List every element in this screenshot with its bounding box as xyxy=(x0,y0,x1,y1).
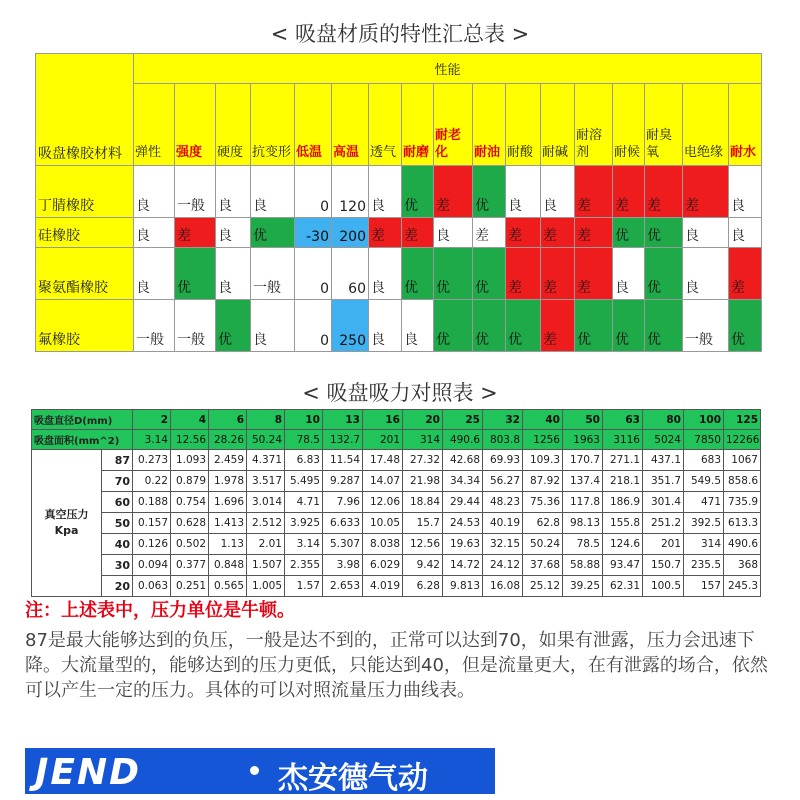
area-value: 12266 xyxy=(724,430,761,450)
material-row xyxy=(36,300,762,352)
force-value: 1067 xyxy=(724,450,761,471)
force-value: 735.9 xyxy=(724,492,761,513)
property-cell: -30 xyxy=(295,218,332,248)
area-value: 3116 xyxy=(603,430,643,450)
property-cell: 良 xyxy=(216,218,251,248)
force-value: 39.25 xyxy=(563,576,603,597)
property-header-row xyxy=(36,84,762,166)
force-value: 6.633 xyxy=(323,513,363,534)
force-value: 155.8 xyxy=(603,513,643,534)
pressure-value: 60 xyxy=(102,492,133,513)
property-header: 耐臭氧 xyxy=(645,84,683,166)
property-cell: 优 xyxy=(216,300,251,352)
vacuum-pressure-text: 真空压力 xyxy=(44,508,89,521)
diameter-value: 4 xyxy=(171,410,209,430)
property-cell: 差 xyxy=(645,166,683,218)
property-cell: 差 xyxy=(613,166,645,218)
force-value: 301.4 xyxy=(643,492,684,513)
force-value: 0.273 xyxy=(133,450,171,471)
force-value: 3.014 xyxy=(247,492,285,513)
property-cell: 良 xyxy=(683,218,729,248)
force-value: 19.63 xyxy=(443,534,483,555)
area-value: 803.8 xyxy=(483,430,523,450)
force-value: 0.565 xyxy=(209,576,247,597)
force-value: 56.27 xyxy=(483,471,523,492)
property-cell: 120 xyxy=(332,166,369,218)
property-cell: 0 xyxy=(295,166,332,218)
force-value: 75.36 xyxy=(523,492,563,513)
property-cell: 一般 xyxy=(134,300,175,352)
brand-name: 杰安德气动 xyxy=(278,761,428,796)
force-value: 9.813 xyxy=(443,576,483,597)
force-value: 235.5 xyxy=(684,555,724,576)
property-cell: 优 xyxy=(175,248,216,300)
property-cell: 差 xyxy=(575,248,613,300)
force-value: 5.307 xyxy=(323,534,363,555)
material-row xyxy=(36,248,762,300)
diameter-value: 8 xyxy=(247,410,285,430)
force-value: 613.3 xyxy=(724,513,761,534)
property-cell: 差 xyxy=(473,218,506,248)
force-value: 124.6 xyxy=(603,534,643,555)
material-name: 聚氨酯橡胶 xyxy=(36,248,134,300)
property-cell: 差 xyxy=(541,218,575,248)
pressure-row xyxy=(32,450,761,471)
diameter-label: 吸盘直径D(mm) xyxy=(32,410,133,430)
force-value: 157 xyxy=(684,576,724,597)
force-value: 201 xyxy=(643,534,684,555)
pressure-row xyxy=(32,534,761,555)
property-header: 电绝缘 xyxy=(683,84,729,166)
property-header: 强度 xyxy=(175,84,216,166)
force-value: 0.502 xyxy=(171,534,209,555)
property-cell: 良 xyxy=(369,300,402,352)
force-value: 3.925 xyxy=(285,513,323,534)
property-header: 透气 xyxy=(369,84,402,166)
force-value: 6.029 xyxy=(363,555,403,576)
area-value: 3.14 xyxy=(133,430,171,450)
property-header: 耐老化 xyxy=(434,84,473,166)
area-value: 78.5 xyxy=(285,430,323,450)
diameter-value: 100 xyxy=(684,410,724,430)
force-value: 24.53 xyxy=(443,513,483,534)
property-cell: 优 xyxy=(434,248,473,300)
force-value: 0.628 xyxy=(171,513,209,534)
diameter-value: 2 xyxy=(133,410,171,430)
force-value: 9.42 xyxy=(403,555,443,576)
property-cell: 良 xyxy=(729,166,762,218)
area-value: 132.7 xyxy=(323,430,363,450)
property-header: 抗变形 xyxy=(251,84,295,166)
property-header: 耐油 xyxy=(473,84,506,166)
area-value: 28.26 xyxy=(209,430,247,450)
brand-banner xyxy=(25,748,495,794)
property-cell: 0 xyxy=(295,300,332,352)
diameter-row xyxy=(32,410,761,430)
unit-note: 注：上述表中，压力单位是牛顿。 xyxy=(25,600,295,621)
force-value: 251.2 xyxy=(643,513,684,534)
property-cell: 差 xyxy=(729,248,762,300)
property-cell: 一般 xyxy=(251,248,295,300)
pressure-row xyxy=(32,513,761,534)
pressure-row xyxy=(32,471,761,492)
diameter-value: 25 xyxy=(443,410,483,430)
area-value: 490.6 xyxy=(443,430,483,450)
property-cell: 优 xyxy=(506,300,541,352)
force-value: 24.12 xyxy=(483,555,523,576)
property-cell: 差 xyxy=(541,300,575,352)
material-name: 氟橡胶 xyxy=(36,300,134,352)
property-cell: 优 xyxy=(473,248,506,300)
force-value: 32.15 xyxy=(483,534,523,555)
force-value: 50.24 xyxy=(523,534,563,555)
force-value: 17.48 xyxy=(363,450,403,471)
diameter-value: 20 xyxy=(403,410,443,430)
force-value: 218.1 xyxy=(603,471,643,492)
property-cell: 优 xyxy=(645,248,683,300)
force-value: 62.8 xyxy=(523,513,563,534)
force-value: 5.495 xyxy=(285,471,323,492)
property-cell: 优 xyxy=(645,218,683,248)
property-header: 耐酸 xyxy=(506,84,541,166)
property-cell: 差 xyxy=(175,218,216,248)
force-value: 2.653 xyxy=(323,576,363,597)
property-header: 耐候 xyxy=(613,84,645,166)
pressure-row xyxy=(32,492,761,513)
force-value: 271.1 xyxy=(603,450,643,471)
force-value: 117.8 xyxy=(563,492,603,513)
property-cell: 良 xyxy=(216,166,251,218)
force-value: 27.32 xyxy=(403,450,443,471)
diameter-value: 32 xyxy=(483,410,523,430)
force-value: 150.7 xyxy=(643,555,684,576)
force-value: 314 xyxy=(684,534,724,555)
force-value: 137.4 xyxy=(563,471,603,492)
property-cell: 0 xyxy=(295,248,332,300)
force-value: 0.126 xyxy=(133,534,171,555)
force-value: 58.88 xyxy=(563,555,603,576)
force-value: 3.98 xyxy=(323,555,363,576)
diameter-value: 63 xyxy=(603,410,643,430)
property-header: 硬度 xyxy=(216,84,251,166)
property-cell: 良 xyxy=(369,248,402,300)
property-cell: 优 xyxy=(729,300,762,352)
force-value: 9.287 xyxy=(323,471,363,492)
area-value: 5024 xyxy=(643,430,684,450)
force-value: 471 xyxy=(684,492,724,513)
force-value: 0.22 xyxy=(133,471,171,492)
force-value: 0.094 xyxy=(133,555,171,576)
force-value: 78.5 xyxy=(563,534,603,555)
force-value: 2.512 xyxy=(247,513,285,534)
property-cell: 差 xyxy=(506,248,541,300)
property-cell: 优 xyxy=(645,300,683,352)
force-value: 21.98 xyxy=(403,471,443,492)
property-cell: 差 xyxy=(434,166,473,218)
force-value: 490.6 xyxy=(724,534,761,555)
force-value: 18.84 xyxy=(403,492,443,513)
area-value: 50.24 xyxy=(247,430,285,450)
property-cell: 良 xyxy=(134,218,175,248)
force-value: 0.848 xyxy=(209,555,247,576)
property-header: 低温 xyxy=(295,84,332,166)
property-cell: 良 xyxy=(134,248,175,300)
property-cell: 优 xyxy=(613,300,645,352)
property-cell: 良 xyxy=(729,218,762,248)
force-value: 858.6 xyxy=(724,471,761,492)
pressure-value: 20 xyxy=(102,576,133,597)
force-value: 437.1 xyxy=(643,450,684,471)
force-value: 42.68 xyxy=(443,450,483,471)
property-cell: 良 xyxy=(434,218,473,248)
material-name: 丁腈橡胶 xyxy=(36,166,134,218)
area-value: 201 xyxy=(363,430,403,450)
force-value: 170.7 xyxy=(563,450,603,471)
force-value: 245.3 xyxy=(724,576,761,597)
force-value: 4.371 xyxy=(247,450,285,471)
property-cell: 差 xyxy=(575,166,613,218)
force-value: 11.54 xyxy=(323,450,363,471)
property-cell: 差 xyxy=(575,218,613,248)
pressure-value: 40 xyxy=(102,534,133,555)
force-value: 0.754 xyxy=(171,492,209,513)
area-value: 7850 xyxy=(684,430,724,450)
property-cell: 良 xyxy=(613,248,645,300)
force-value: 0.188 xyxy=(133,492,171,513)
force-value: 69.93 xyxy=(483,450,523,471)
force-value: 0.377 xyxy=(171,555,209,576)
force-value: 98.13 xyxy=(563,513,603,534)
force-value: 1.696 xyxy=(209,492,247,513)
area-row xyxy=(32,430,761,450)
force-value: 34.34 xyxy=(443,471,483,492)
force-value: 1.413 xyxy=(209,513,247,534)
force-value: 3.14 xyxy=(285,534,323,555)
force-value: 2.01 xyxy=(247,534,285,555)
property-cell: 差 xyxy=(683,166,729,218)
force-value: 1.978 xyxy=(209,471,247,492)
property-cell: 优 xyxy=(473,166,506,218)
force-value: 1.507 xyxy=(247,555,285,576)
property-cell: 优 xyxy=(251,218,295,248)
force-value: 1.13 xyxy=(209,534,247,555)
property-cell: 优 xyxy=(402,248,434,300)
diameter-value: 80 xyxy=(643,410,684,430)
property-cell: 60 xyxy=(332,248,369,300)
force-value: 8.038 xyxy=(363,534,403,555)
jend-logo: JEND xyxy=(35,752,141,793)
diameter-value: 13 xyxy=(323,410,363,430)
property-header: 耐碱 xyxy=(541,84,575,166)
force-value: 37.68 xyxy=(523,555,563,576)
force-value: 7.96 xyxy=(323,492,363,513)
property-cell: 差 xyxy=(369,218,402,248)
force-value: 683 xyxy=(684,450,724,471)
property-header: 弹性 xyxy=(134,84,175,166)
pressure-value: 50 xyxy=(102,513,133,534)
property-cell: 良 xyxy=(369,166,402,218)
separator-dot-icon xyxy=(250,766,259,775)
force-value: 0.251 xyxy=(171,576,209,597)
property-cell: 良 xyxy=(683,248,729,300)
force-value: 16.08 xyxy=(483,576,523,597)
vacuum-pressure-unit: Kpa xyxy=(54,524,79,537)
force-value: 93.47 xyxy=(603,555,643,576)
property-header: 耐溶剂 xyxy=(575,84,613,166)
pressure-explanation: 87是最大能够达到的负压，一般是达不到的，正常可以达到70，如果有泄露，压力会迅速下降。大流量型的，能够达到的压力更低，只能达到40，但是流量更大，在有泄露的场合，依然可以产生一定的压力。具体的可以对照流量压力曲线表。 xyxy=(25,630,768,701)
table2-title: < 吸盘吸力对照表 > xyxy=(302,381,498,405)
property-cell: 良 xyxy=(402,300,434,352)
force-value: 6.28 xyxy=(403,576,443,597)
diameter-value: 6 xyxy=(209,410,247,430)
force-value: 0.879 xyxy=(171,471,209,492)
property-cell: 优 xyxy=(575,300,613,352)
property-cell: 差 xyxy=(541,248,575,300)
property-cell: 250 xyxy=(332,300,369,352)
property-cell: 优 xyxy=(473,300,506,352)
force-value: 14.72 xyxy=(443,555,483,576)
force-value: 109.3 xyxy=(523,450,563,471)
force-value: 1.005 xyxy=(247,576,285,597)
force-value: 368 xyxy=(724,555,761,576)
property-cell: 优 xyxy=(434,300,473,352)
property-cell: 差 xyxy=(402,218,434,248)
property-cell: 200 xyxy=(332,218,369,248)
table1-title: < 吸盘材质的特性汇总表 > xyxy=(270,22,530,46)
force-value: 3.517 xyxy=(247,471,285,492)
force-value: 4.71 xyxy=(285,492,323,513)
area-label: 吸盘面积(mm^2) xyxy=(32,430,133,450)
area-value: 1256 xyxy=(523,430,563,450)
force-value: 0.063 xyxy=(133,576,171,597)
performance-group-header: 性能 xyxy=(134,54,762,84)
property-cell: 良 xyxy=(506,166,541,218)
force-value: 351.7 xyxy=(643,471,684,492)
material-row xyxy=(36,218,762,248)
force-value: 87.92 xyxy=(523,471,563,492)
header-row xyxy=(36,54,762,84)
pressure-value: 30 xyxy=(102,555,133,576)
force-value: 4.019 xyxy=(363,576,403,597)
property-cell: 良 xyxy=(251,166,295,218)
property-cell: 良 xyxy=(134,166,175,218)
force-value: 62.31 xyxy=(603,576,643,597)
force-value: 549.5 xyxy=(684,471,724,492)
diameter-value: 40 xyxy=(523,410,563,430)
force-value: 2.355 xyxy=(285,555,323,576)
area-value: 1963 xyxy=(563,430,603,450)
pressure-row xyxy=(32,555,761,576)
property-cell: 优 xyxy=(402,166,434,218)
force-value: 15.7 xyxy=(403,513,443,534)
property-cell: 一般 xyxy=(683,300,729,352)
force-value: 48.23 xyxy=(483,492,523,513)
force-value: 40.19 xyxy=(483,513,523,534)
diameter-value: 10 xyxy=(285,410,323,430)
material-row xyxy=(36,166,762,218)
property-cell: 一般 xyxy=(175,300,216,352)
diameter-value: 16 xyxy=(363,410,403,430)
force-value: 0.157 xyxy=(133,513,171,534)
diameter-value: 125 xyxy=(724,410,761,430)
property-header: 高温 xyxy=(332,84,369,166)
property-cell: 优 xyxy=(613,218,645,248)
force-value: 6.83 xyxy=(285,450,323,471)
area-value: 12.56 xyxy=(171,430,209,450)
force-value: 100.5 xyxy=(643,576,684,597)
diameter-value: 50 xyxy=(563,410,603,430)
force-value: 25.12 xyxy=(523,576,563,597)
material-header: 吸盘橡胶材料 xyxy=(36,54,134,166)
force-value: 2.459 xyxy=(209,450,247,471)
force-value: 186.9 xyxy=(603,492,643,513)
force-value: 29.44 xyxy=(443,492,483,513)
property-cell: 良 xyxy=(541,166,575,218)
force-value: 12.06 xyxy=(363,492,403,513)
force-value: 10.05 xyxy=(363,513,403,534)
force-value: 1.57 xyxy=(285,576,323,597)
pressure-value: 70 xyxy=(102,471,133,492)
property-header: 耐磨 xyxy=(402,84,434,166)
area-value: 314 xyxy=(403,430,443,450)
property-cell: 一般 xyxy=(175,166,216,218)
vacuum-pressure-label xyxy=(32,450,102,597)
property-cell: 良 xyxy=(216,248,251,300)
material-name: 硅橡胶 xyxy=(36,218,134,248)
force-value: 14.07 xyxy=(363,471,403,492)
force-value: 1.093 xyxy=(171,450,209,471)
property-cell: 良 xyxy=(251,300,295,352)
property-header: 耐水 xyxy=(729,84,762,166)
property-cell: 差 xyxy=(506,218,541,248)
material-properties-table xyxy=(35,53,762,352)
suction-force-table xyxy=(31,409,761,597)
force-value: 392.5 xyxy=(684,513,724,534)
force-value: 12.56 xyxy=(403,534,443,555)
pressure-value: 87 xyxy=(102,450,133,471)
pressure-row xyxy=(32,576,761,597)
